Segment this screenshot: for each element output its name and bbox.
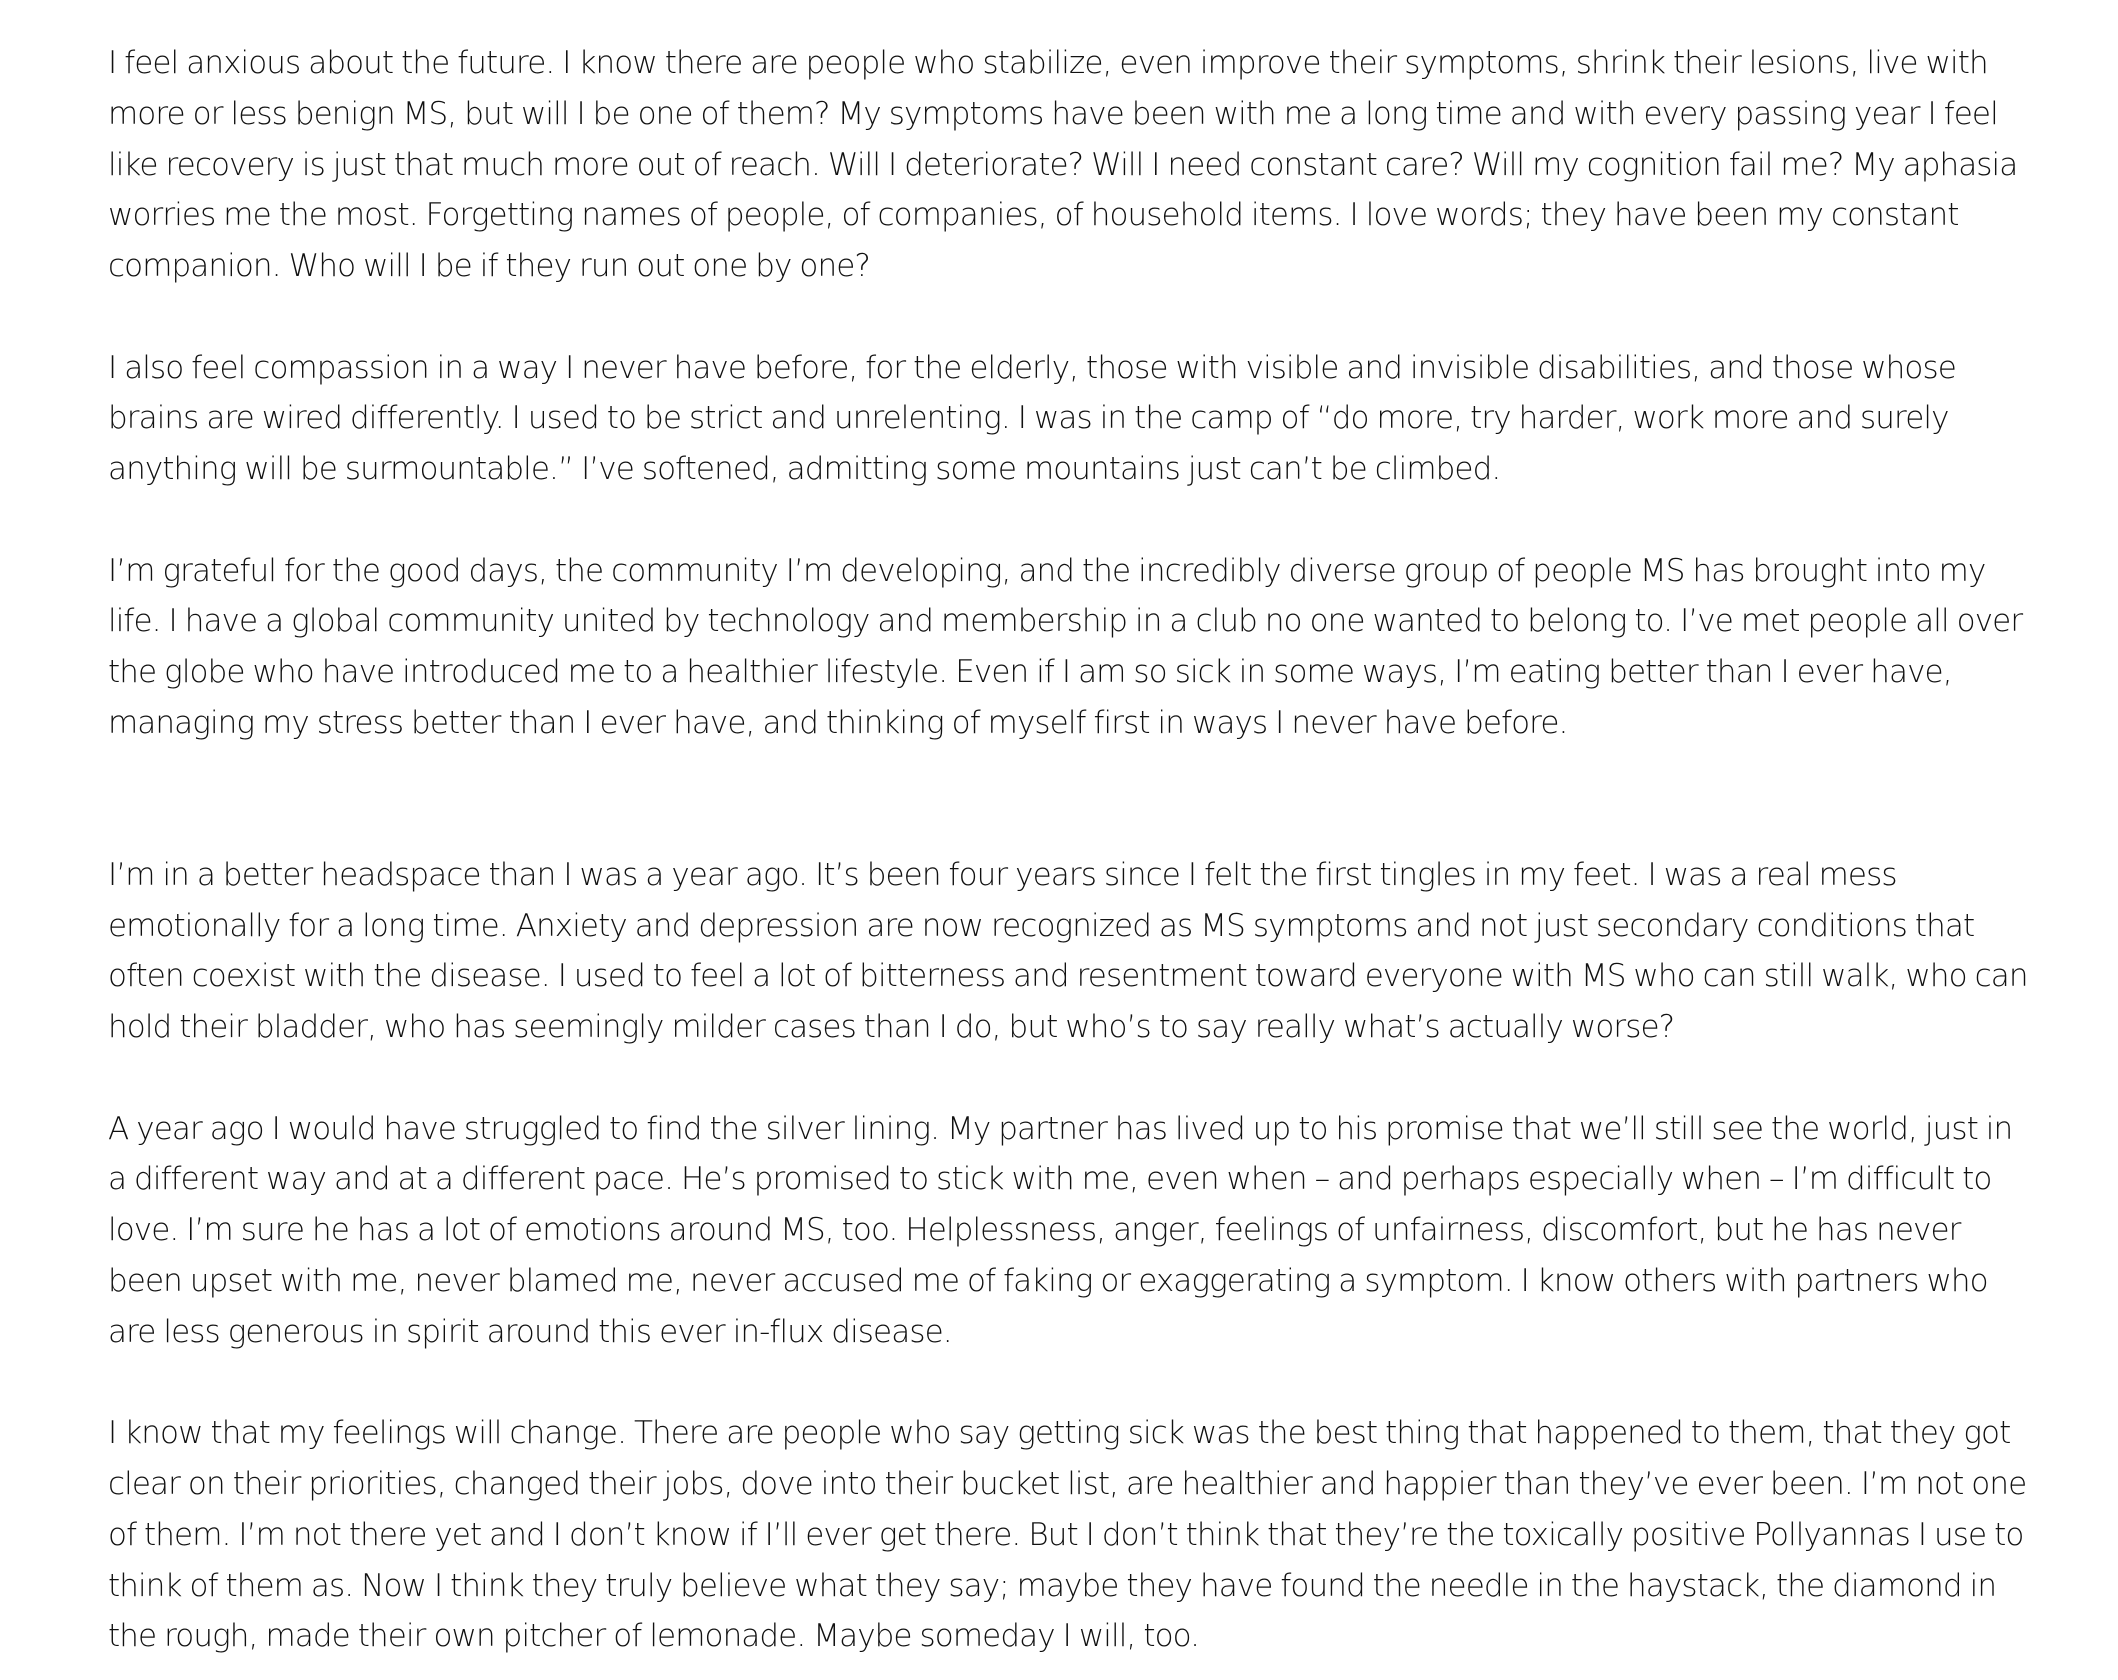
paragraph-feelings-change: I know that my feelings will change. There are people who say getting sick was the best thing that happened to them, that they got clear on their priorities, changed their jobs, dove into their bucket list, are healthier and happier than they’ve ever been. I’m not one of them. I’m not there yet and I don’t know if I’ll ever get there. But I don’t think that they’re the toxically positive Pollyannas I use to think of them as. Now I think they truly believe what they say; maybe they have found the needle in the haystack, the diamond in the rough, made their own pitcher of lemonade. Maybe someday I will, too. (108, 1415, 2027, 1655)
paragraph-grateful: I’m grateful for the good days, the community I’m developing, and the incredibly diverse group of people MS has brought into my life. I have a global community united by technology and membership in a club no one wanted to belong to. I’ve met people all over the globe who have introduced me to a healthier lifestyle. Even if I am so sick in some ways, I’m eating better than I ever have, managing my stress better than I ever have, and thinking of myself first in ways I never have before. (108, 552, 2023, 741)
paragraph-spacer (108, 1358, 2036, 1409)
paragraph-better-headspace: I’m in a better headspace than I was a year ago. It’s been four years since I felt the first tingles in my feet. I was a real mess emotionally for a long time. Anxiety and depression are now recognized as MS symptoms and not just secondary conditions that often coexist with the disease. I used to feel a lot of bitterness and resentment toward everyone with MS who can still walk, who can hold their bladder, who has seemingly milder cases than I do, but who’s to say really what’s actually worse? (108, 856, 2028, 1046)
paragraph-spacer (108, 1053, 2036, 1104)
paragraph-spacer (108, 495, 2036, 546)
paragraph-compassion: I also feel compassion in a way I never have before, for the elderly, those with visible and invisible disabilities, and those whose brains are wired differently. I used to be strict and unrelenting. I was in the camp of “do more, try harder, work more and surely anything will be surmountable.” I’ve softened, admitting some mountains just can’t be climbed. (108, 349, 1956, 488)
paragraph-anxious-future: I feel anxious about the future. I know there are people who stabilize, even improve their symptoms, shrink their lesions, live with more or less benign MS, but will I be one of them? My symptoms have been with me a long time and with every passing year I feel like recovery is just that much more out of reach. Will I deteriorate? Will I need constant care? Will my cognition fail me? My aphasia worries me the most. Forgetting names of people, of companies, of household items. I love words; they have been my constant companion. Who will I be if they run out one by one? (108, 45, 2018, 285)
paragraph-spacer (108, 749, 2036, 850)
paragraph-partner: A year ago I would have struggled to find the silver lining. My partner has lived up to his promise that we’ll still see the world, just in a different way and at a different pace. He’s promised to stick with me, even when – and perhaps especially when – I’m difficult to love. I’m sure he has a lot of emotions around MS, too. Helplessness, anger, feelings of unfairness, discomfort, but he has never been upset with me, never blamed me, never accused me of faking or exaggerating a symptom. I know others with partners who are less generous in spirit around this ever in-flux disease. (108, 1110, 2013, 1350)
paragraph-spacer (108, 292, 2036, 343)
article-body (108, 38, 2036, 1662)
